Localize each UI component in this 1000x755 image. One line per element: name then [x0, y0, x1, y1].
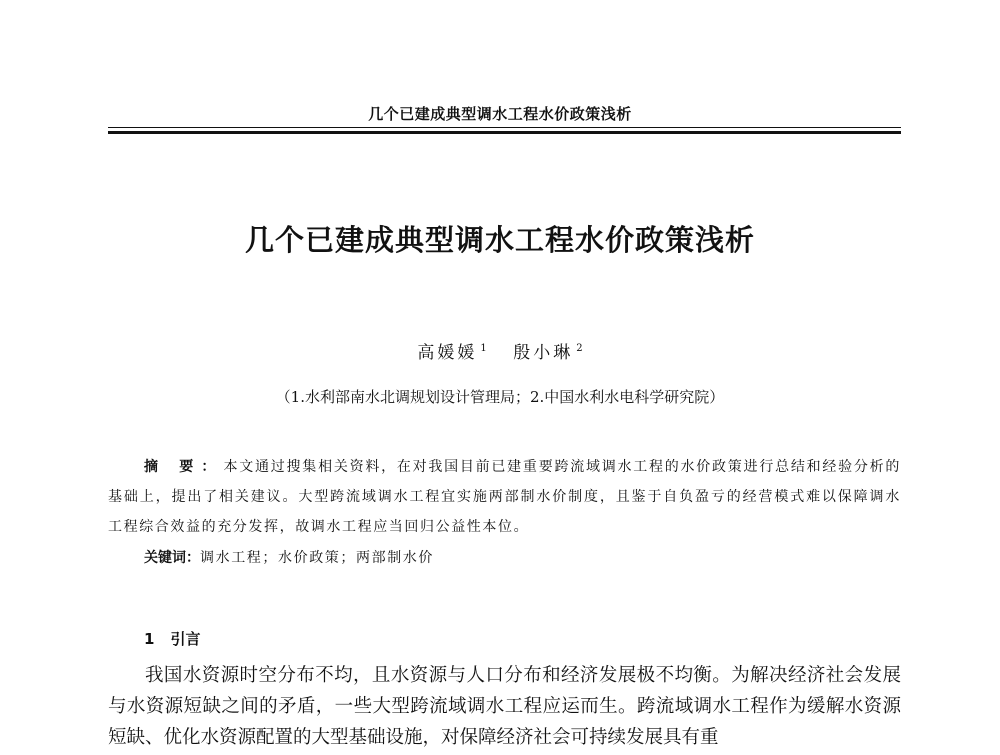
abstract: [108, 452, 901, 542]
running-header: 几个已建成典型调水工程水价政策浅析: [368, 105, 632, 123]
author-affiliation-mark: 1: [480, 343, 487, 354]
author-1: [417, 343, 486, 363]
header-rule-thin: [108, 127, 901, 128]
author-name: 殷小琳: [513, 343, 574, 363]
abstract-text: 本文通过搜集相关资料，在对我国目前已建重要跨流域调水工程的水价政策进行总结和经验分析的基础上，提出了相关建议。大型跨流域调水工程宜实施两部制水价制度，且鉴于自负盈亏的经营模式难以保障调水工程综合效益的充分发挥，故调水工程应当回归公益性本位。: [108, 459, 901, 535]
affiliations: （1.水利部南水北调规划设计管理局；2.中国水利水电科学研究院）: [275, 388, 725, 406]
section-number: 1: [144, 630, 155, 648]
section-title: 引言: [170, 630, 201, 648]
keywords-label: 关键词：: [144, 550, 200, 566]
header-rule-thick: [108, 131, 901, 134]
abstract-label: 摘 要：: [144, 459, 224, 475]
author-name: 高媛媛: [417, 343, 478, 363]
keywords: [144, 547, 434, 567]
section-heading: [144, 628, 200, 649]
section-body-text: 我国水资源时空分布不均，且水资源与人口分布和经济发展极不均衡。为解决经济社会发展与水资源短缺之间的矛盾，一些大型跨流域调水工程应运而生。跨流域调水工程作为缓解水资源短缺、优化水资源配置的大型基础设施，对保障经济社会可持续发展具有重: [108, 665, 901, 748]
keywords-text: 调水工程；水价政策；两部制水价: [200, 550, 434, 566]
author-list: [0, 338, 1000, 363]
author-affiliation-mark: 2: [576, 343, 583, 354]
author-2: [513, 343, 582, 363]
paper-title: 几个已建成典型调水工程水价政策浅析: [244, 223, 755, 257]
